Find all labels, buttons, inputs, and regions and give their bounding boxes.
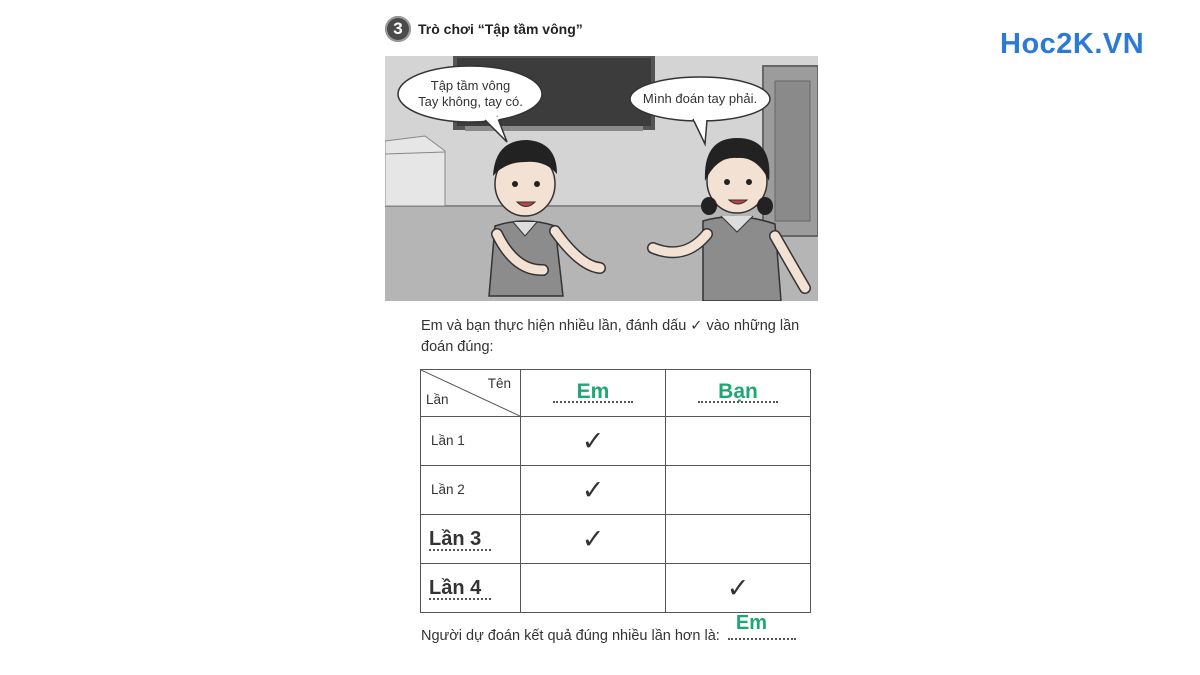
cell-em [521,564,666,613]
row-label-handwritten: Lần 4 [429,576,482,599]
cell-ban [666,564,811,613]
check-icon: ✓ [581,523,605,555]
cell-em [521,466,666,515]
column-name-em: Em [576,379,610,403]
boy-bubble-line-1: Tập tầm vông [430,78,511,93]
table-row [421,417,811,466]
conclusion-answer: Em [735,612,767,634]
results-table [420,369,811,613]
exercise-title: Trò chơi “Tập tầm vông” [418,21,583,37]
table-row [421,466,811,515]
check-icon: ✓ [581,425,605,457]
conclusion-text: Người dự đoán kết quả đúng nhiều lần hơn là: [421,628,720,644]
row-label-cell [421,515,521,564]
girl-bubble-text: Mình đoán tay phải. [642,91,758,106]
exercise-heading [385,16,583,42]
check-icon: ✓ [726,572,750,604]
cell-ban [666,466,811,515]
table-header-row [421,370,811,417]
row-label-cell [421,564,521,613]
conclusion-line [421,612,796,644]
boy-bubble-line-2: Tay không, tay có. [418,94,523,109]
cell-em [521,515,666,564]
column-name-ban: Bạn [718,379,758,403]
column-header-em [521,370,666,417]
row-label-handwritten: Lần 3 [429,527,482,550]
row-label-cell [421,417,521,466]
cell-ban [666,417,811,466]
cell-ban [666,515,811,564]
cell-em [521,417,666,466]
row-label: Lần 1 [431,433,465,448]
check-icon: ✓ [581,474,605,506]
header-ten: Tên [487,376,511,391]
exercise-number-badge: 3 [385,16,411,42]
row-label-cell [421,466,521,515]
header-lan: Lần [426,392,449,407]
table-row [421,564,811,613]
instruction-text: Em và bạn thực hiện nhiều lần, đánh dấu ✓ vào những lần đoán đúng: [421,318,800,355]
diagonal-header-cell [421,370,521,417]
row-label: Lần 2 [431,482,465,497]
classroom-illustration [385,56,818,301]
site-logo: Hoc2K.VN [1000,28,1145,60]
table-row [421,515,811,564]
answer-blank [728,612,796,640]
column-header-ban [666,370,811,417]
boy-bubble-text [398,78,543,110]
